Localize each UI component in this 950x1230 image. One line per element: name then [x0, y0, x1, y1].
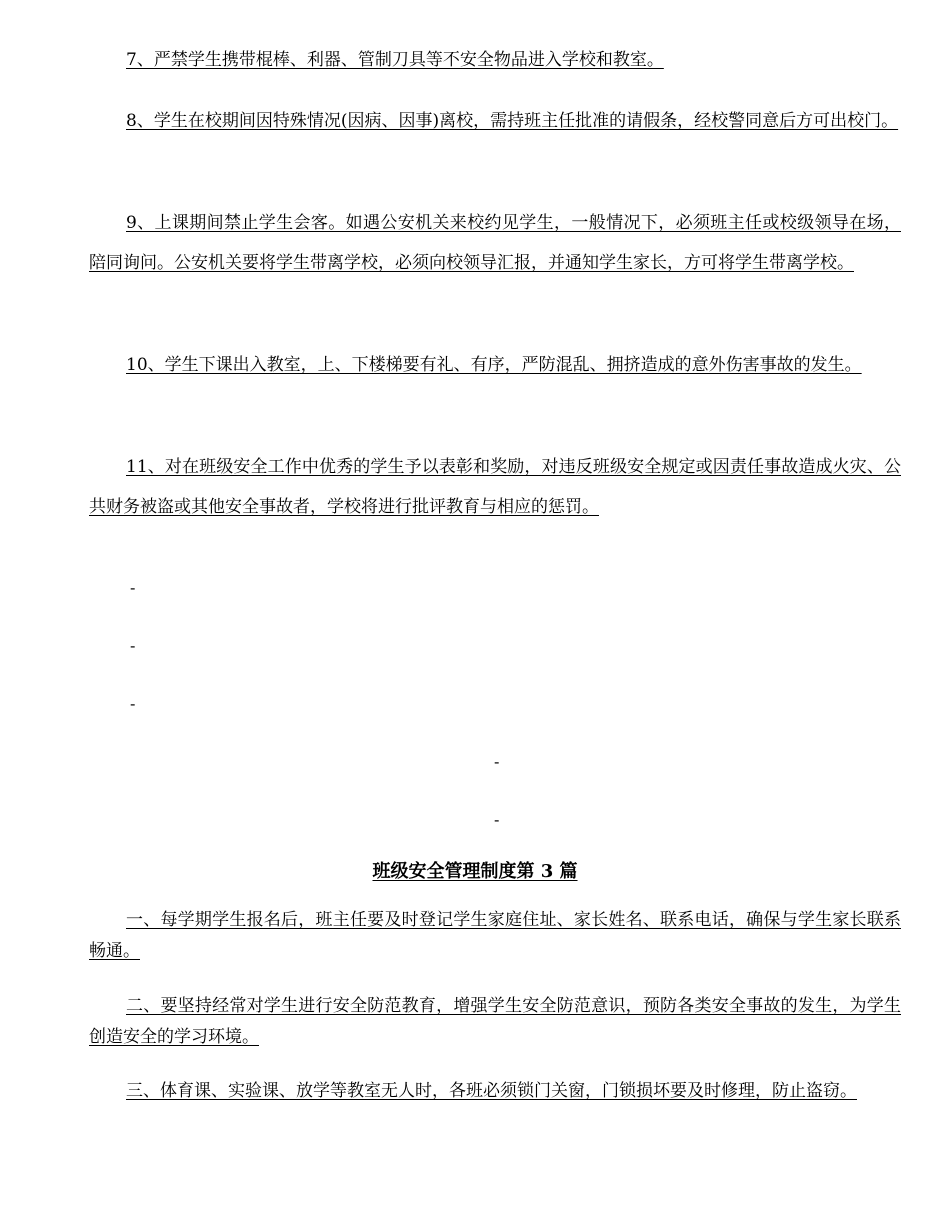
separator-dash: - — [130, 694, 136, 713]
rule-8-paragraph: 8、学生在校期间因特殊情况(因病、因事)离校，需持班主任批准的请假条，经校警同意后方可出校门。 — [126, 111, 899, 131]
section-paragraph-1: 一、每学期学生报名后，班主任要及时登记学生家庭住址、家长姓名、联系电话，确保与学生家长联系畅通。 — [89, 910, 901, 961]
rule-10-paragraph: 10、学生下课出入教室，上、下楼梯要有礼、有序，严防混乱、拥挤造成的意外伤害事故的发生。 — [126, 355, 862, 375]
separator-dash: - — [130, 636, 136, 655]
section-paragraph-2: 二、要坚持经常对学生进行安全防范教育，增强学生安全防范意识，预防各类安全事故的发生，为学生创造安全的学习环境。 — [89, 996, 901, 1047]
section-title: 班级安全管理制度第 3 篇 — [372, 861, 578, 882]
section-paragraph-3: 三、体育课、实验课、放学等教室无人时，各班必须锁门关窗，门锁损坏要及时修理，防止盗窃。 — [126, 1081, 857, 1101]
rule-11-paragraph: 11、对在班级安全工作中优秀的学生予以表彰和奖励，对违反班级安全规定或因责任事故造成火灾、公共财务被盗或其他安全事故者，学校将进行批评教育与相应的惩罚。 — [89, 457, 901, 517]
rule-7-paragraph: 7、严禁学生携带棍棒、利器、管制刀具等不安全物品进入学校和教室。 — [126, 50, 664, 70]
separator-dash: - — [130, 578, 136, 597]
rule-9-paragraph: 9、上课期间禁止学生会客。如遇公安机关来校约见学生，一般情况下，必须班主任或校级领导在场，陪同询问。公安机关要将学生带离学校，必须向校领导汇报，并通知学生家长，方可将学生带离学校。 — [89, 213, 901, 273]
separator-dash: - — [494, 810, 500, 829]
separator-dash: - — [494, 752, 500, 771]
